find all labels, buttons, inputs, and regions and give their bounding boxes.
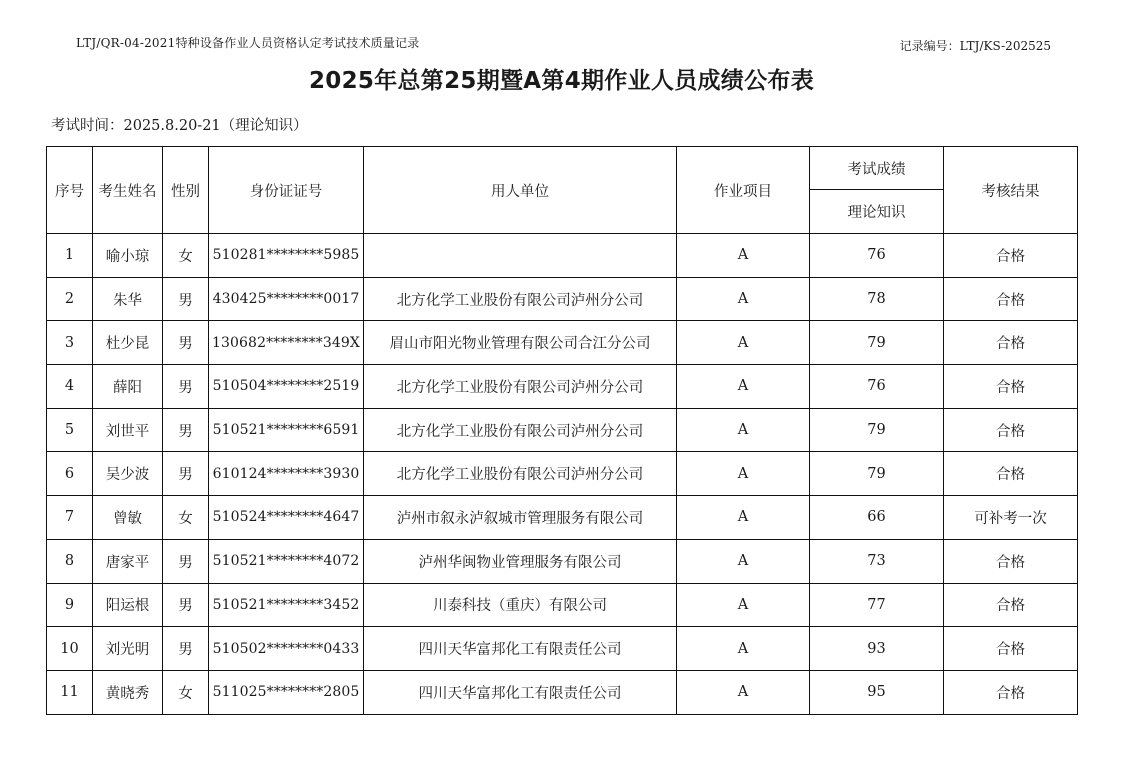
- cell-seq: 7: [47, 496, 93, 540]
- cell-item: A: [677, 670, 810, 714]
- cell-employer: 北方化学工业股份有限公司泸州分公司: [364, 452, 677, 496]
- cell-gender: 女: [163, 234, 209, 278]
- cell-result: 合格: [944, 321, 1078, 365]
- cell-name: 杜少昆: [93, 321, 163, 365]
- cell-name: 黄晓秀: [93, 670, 163, 714]
- cell-seq: 5: [47, 408, 93, 452]
- cell-item: A: [677, 539, 810, 583]
- table-row: [47, 452, 1078, 496]
- cell-item: A: [677, 321, 810, 365]
- cell-id: 511025********2805: [209, 670, 364, 714]
- cell-employer: 北方化学工业股份有限公司泸州分公司: [364, 365, 677, 409]
- cell-employer: 泸州市叙永泸叙城市管理服务有限公司: [364, 496, 677, 540]
- cell-seq: 4: [47, 365, 93, 409]
- cell-seq: 8: [47, 539, 93, 583]
- cell-result: 合格: [944, 583, 1078, 627]
- cell-id: 510521********3452: [209, 583, 364, 627]
- cell-score: 78: [810, 277, 944, 321]
- header-seq: 序号: [47, 147, 93, 234]
- record-number: 记录编号：LTJ/KS-202525: [899, 39, 1051, 53]
- cell-employer: 北方化学工业股份有限公司泸州分公司: [364, 277, 677, 321]
- header-id: 身份证证号: [209, 147, 364, 234]
- table-row: [47, 321, 1078, 365]
- score-table: [46, 146, 1078, 715]
- cell-item: A: [677, 627, 810, 671]
- cell-gender: 男: [163, 583, 209, 627]
- cell-score: 93: [810, 627, 944, 671]
- header-name: 考生姓名: [93, 147, 163, 234]
- header-result: 考核结果: [944, 147, 1078, 234]
- cell-id: 510281********5985: [209, 234, 364, 278]
- header-item: 作业项目: [677, 147, 810, 234]
- cell-result: 合格: [944, 234, 1078, 278]
- cell-employer: 北方化学工业股份有限公司泸州分公司: [364, 408, 677, 452]
- cell-result: 合格: [944, 539, 1078, 583]
- cell-name: 吴少波: [93, 452, 163, 496]
- cell-employer: [364, 234, 677, 278]
- cell-gender: 男: [163, 627, 209, 671]
- table-row: [47, 496, 1078, 540]
- cell-name: 唐家平: [93, 539, 163, 583]
- cell-item: A: [677, 365, 810, 409]
- table-row: [47, 365, 1078, 409]
- cell-id: 610124********3930: [209, 452, 364, 496]
- cell-employer: 泸州华闽物业管理服务有限公司: [364, 539, 677, 583]
- cell-score: 66: [810, 496, 944, 540]
- cell-name: 阳运根: [93, 583, 163, 627]
- cell-gender: 男: [163, 277, 209, 321]
- cell-gender: 男: [163, 539, 209, 583]
- cell-result: 可补考一次: [944, 496, 1078, 540]
- table-row: [47, 583, 1078, 627]
- cell-score: 77: [810, 583, 944, 627]
- cell-seq: 9: [47, 583, 93, 627]
- table-row: [47, 627, 1078, 671]
- cell-item: A: [677, 408, 810, 452]
- cell-seq: 6: [47, 452, 93, 496]
- cell-result: 合格: [944, 408, 1078, 452]
- cell-name: 薛阳: [93, 365, 163, 409]
- cell-id: 510521********4072: [209, 539, 364, 583]
- cell-id: 130682********349X: [209, 321, 364, 365]
- cell-seq: 2: [47, 277, 93, 321]
- doc-code: LTJ/QR-04-2021特种设备作业人员资格认定考试技术质量记录: [76, 36, 420, 50]
- cell-name: 刘世平: [93, 408, 163, 452]
- cell-result: 合格: [944, 452, 1078, 496]
- cell-id: 510521********6591: [209, 408, 364, 452]
- cell-seq: 1: [47, 234, 93, 278]
- cell-seq: 3: [47, 321, 93, 365]
- cell-item: A: [677, 277, 810, 321]
- cell-employer: 四川天华富邦化工有限责任公司: [364, 627, 677, 671]
- table-row: [47, 408, 1078, 452]
- cell-score: 79: [810, 408, 944, 452]
- cell-name: 刘光明: [93, 627, 163, 671]
- cell-name: 曾敏: [93, 496, 163, 540]
- cell-gender: 男: [163, 321, 209, 365]
- cell-item: A: [677, 234, 810, 278]
- cell-name: 朱华: [93, 277, 163, 321]
- cell-score: 76: [810, 365, 944, 409]
- cell-gender: 女: [163, 670, 209, 714]
- cell-item: A: [677, 583, 810, 627]
- cell-id: 510502********0433: [209, 627, 364, 671]
- table-row: [47, 539, 1078, 583]
- cell-score: 95: [810, 670, 944, 714]
- table-row: [47, 670, 1078, 714]
- cell-seq: 10: [47, 627, 93, 671]
- cell-item: A: [677, 452, 810, 496]
- cell-result: 合格: [944, 365, 1078, 409]
- header-theory: 理论知识: [810, 190, 944, 234]
- cell-gender: 男: [163, 452, 209, 496]
- cell-result: 合格: [944, 277, 1078, 321]
- header-score-group: 考试成绩: [810, 147, 944, 190]
- cell-score: 79: [810, 321, 944, 365]
- cell-id: 430425********0017: [209, 277, 364, 321]
- cell-result: 合格: [944, 627, 1078, 671]
- cell-name: 喻小琼: [93, 234, 163, 278]
- header-gender: 性别: [163, 147, 209, 234]
- table-row: [47, 277, 1078, 321]
- cell-gender: 男: [163, 365, 209, 409]
- table-row: [47, 234, 1078, 278]
- cell-item: A: [677, 496, 810, 540]
- cell-score: 73: [810, 539, 944, 583]
- cell-id: 510524********4647: [209, 496, 364, 540]
- cell-gender: 男: [163, 408, 209, 452]
- header-row: [47, 147, 1078, 190]
- page-title: 2025年总第25期暨A第4期作业人员成绩公布表: [308, 68, 815, 94]
- cell-id: 510504********2519: [209, 365, 364, 409]
- cell-result: 合格: [944, 670, 1078, 714]
- header-employer: 用人单位: [364, 147, 677, 234]
- cell-gender: 女: [163, 496, 209, 540]
- cell-seq: 11: [47, 670, 93, 714]
- cell-employer: 四川天华富邦化工有限责任公司: [364, 670, 677, 714]
- cell-score: 76: [810, 234, 944, 278]
- cell-employer: 眉山市阳光物业管理有限公司合江分公司: [364, 321, 677, 365]
- cell-employer: 川泰科技（重庆）有限公司: [364, 583, 677, 627]
- cell-score: 79: [810, 452, 944, 496]
- exam-time: 考试时间：2025.8.20-21（理论知识）: [51, 118, 308, 134]
